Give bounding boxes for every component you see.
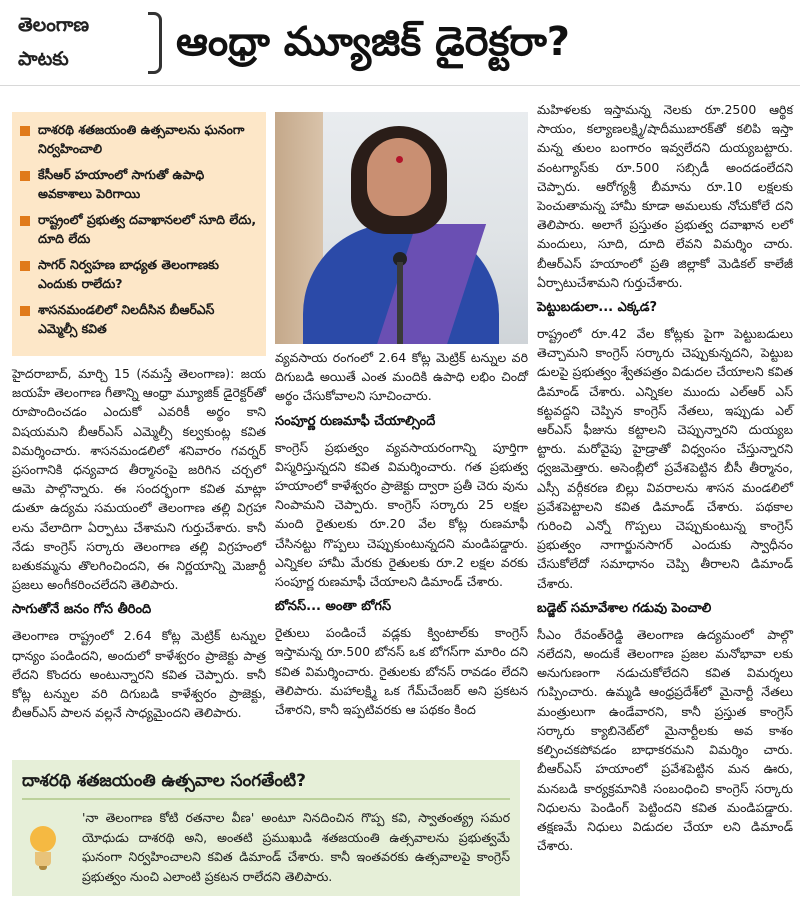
- highlight-text: శాసనమండలిలో నిలదీసిన బీఆర్ఎస్ ఎమ్మెల్సీ కవిత: [38, 302, 215, 336]
- kicker: తెలంగాణ పాటకు: [18, 14, 90, 70]
- sidebar-box: [12, 760, 520, 896]
- middle-paragraph-3: రైతులు పండించే వడ్లకు క్వింటాల్‌కు కాంగ్రెస్ ఇస్తామన్న రూ.500 బోనస్ ఒక బోగస్‌గా మారిం దని కవిత విమర్శించారు. రైతులకు బోనస్ రావడం లేదని తెలిపారు. మహాలక్ష్మి ఒక గేమ్‌చేంజర్ అని ప్రకటన చేశారని, కానీ ఇప్పటివరకు ఆ పథకం కింద: [275, 625, 528, 718]
- column-middle: [275, 112, 528, 719]
- middle-paragraph-1: వ్యవసాయ రంగంలో 2.64 కోట్ల మెట్రిక్ టన్నుల వరి దిగుబడి అయితే ఎంత మందికి ఉపాధి లభిం చిందో అర్థం చేసుకోవాలని సూచించారు.: [275, 350, 528, 404]
- middle-paragraph-2: కాంగ్రెస్ ప్రభుత్వం వ్యవసాయరంగాన్ని పూర్తిగా విస్మరిస్తున్నదని కవిత విమర్శించారు. గత ప్రభుత్వ హయాంలో కాళేశ్వరం ప్రాజెక్టు ద్వారా ప్రతీ చెరు వును నింపామని చెప్పారు. కాంగ్రెస్ సర్కారు 25 లక్షల మంది రైతులకు రూ.20 వేల కోట్ల రుణమాఫీ చేసినట్టు గొప్పలు చెప్పుకుంటున్నదని మండిపడ్డారు. ఎన్నికల హామీ మేరకు రైతులకు రూ.2 లక్షల వరకు సంపూర్ణ రుణమాఫీ చేయాలని డిమాండ్ చేశారు.: [275, 439, 528, 590]
- highlight-text: సాగర్ నిర్వహణ బాధ్యత తెలంగాణకు ఎందుకు రాలేదు?: [38, 257, 219, 291]
- left-paragraph-1: హైదరాబాద్, మార్చి 15 (నమస్తే తెలంగాణ): జయ జయహే తెలంగాణ గీతాన్ని ఆంధ్రా మ్యూజిక్ డైరెక్టర్‌తో రూపొందించడం ఎందుకో ఎవరికీ అర్థం కాని విషయమని బీఆర్ఎస్ ఎమ్మెల్సీ కల్వకుంట్ల కవిత విమర్శించారు. శాసనమండలిలో శనివారం గవర్నర్ ప్రసంగానికి ధన్యవాద తీర్మానంపై జరిగిన చర్చలో ఆమె పాల్గొన్నారు. ఈ సందర్భంగా కవిత మాట్లా డుతూ ఉద్యమ సమయంలో తెలంగాణ తల్లి విగ్రహా లను వేలాదిగా ఏర్పాటు చేశామని గుర్తుచేశారు. కానీ నేడు కాంగ్రెస్ సర్కారు తెలంగాణ తల్లి విగ్రహంలో బతుకమ్మను తొలగించిందని, ఈ నిర్ణయాన్ని మెజార్టీ ప్రజలు అంగీకరించలేదని తెలిపారు.: [12, 366, 266, 593]
- highlight-item: [20, 300, 258, 338]
- left-paragraph-2: తెలంగాణ రాష్ట్రంలో 2.64 కోట్ల మెట్రిక్ టన్నుల ధాన్యం పండిందని, అందులో కాళేశ్వరం ప్రాజెక్టు పాత్ర లేదని కొందరు అంటున్నారని కవిత చెప్పారు. కానీ కోట్ల టన్నుల వరి దిగుబడి కాళేశ్వరం ప్రాజెక్టు, బీఆర్ఎస్ పాలన వల్లనే సాధ్యమైందని తెలిపారు.: [12, 628, 266, 721]
- highlight-text: రాష్ట్రంలో ప్రభుత్వ దవాఖానలలో సూది లేదు, దూది లేదు: [38, 212, 257, 246]
- kicker-bracket: [148, 12, 162, 74]
- highlight-text: దాశరథి శతజయంతి ఉత్సవాలను ఘనంగా నిర్వహించాలి: [38, 122, 245, 156]
- square-bullet-icon: [20, 126, 30, 136]
- face-shape: [367, 138, 431, 216]
- square-bullet-icon: [20, 171, 30, 181]
- highlight-item: [20, 210, 258, 248]
- left-subhead: సాగుతోనే జనం గోస తీరింది: [12, 602, 152, 618]
- sidebar-divider: [22, 798, 510, 800]
- headline: ఆంధ్రా మ్యూజిక్ డైరెక్టరా?: [176, 19, 571, 65]
- right-paragraph-3: సీఎం రేవంత్‌రెడ్డి తెలంగాణ ఉద్యమంలో పాల్గొ నలేదని, అందుకే తెలంగాణ ప్రజల మనోభావా లకు అనుగుణంగా నడుచుకోలేదని కవిత విమర్శలు గుప్పించారు. ఉమ్మడి ఆంధ్రప్రదేశ్‌లో మైనార్టీ నేతలు మంత్రులుగా ఉండేవారని, కానీ ప్రస్తుత కాంగ్రెస్ సర్కారు క్యాబినెట్‌లో మైనార్టీలకు అవ కాశం కల్పించకపోవడం బాధాకరమని విమర్శిం చారు. బీఆర్ఎస్ హయాంలో ప్రవేశపెట్టిన మన ఊరు, మనబడి కార్యక్రమానికి సంబంధించి కాంగ్రెస్ సర్కారు నిధులను పెండింగ్ పెట్టిందని కవిత మండిపడ్డారు. తక్షణమే నిధులు విడుదల చేయా లని డిమాండ్ చేశారు.: [537, 626, 793, 854]
- column-right: [537, 100, 793, 855]
- speaker-photo: [275, 112, 528, 344]
- highlights-box: [12, 112, 266, 356]
- bindi-shape: [396, 156, 403, 163]
- square-bullet-icon: [20, 216, 30, 226]
- lightbulb-icon: [26, 826, 60, 878]
- right-subhead-1: పెట్టుబడులా... ఎక్కడ?: [537, 300, 658, 316]
- article-header: [0, 0, 800, 86]
- sidebar-title: దాశరథి శతజయంతి ఉత్సవాల సంగతేంటి?: [22, 771, 306, 791]
- right-subhead-2: బడ్జెట్ సమావేశాల గడువు పెంచాలి: [537, 600, 712, 616]
- highlight-item: [20, 255, 258, 293]
- sidebar-text: 'నా తెలంగాణ కోటి రతనాల వీణ' అంటూ నినదించిన గొప్ప కవి, స్వాతంత్య్ర సమర యోధుడు దాశరథి అని, అంతటి ప్రముఖుడి శతజయంతి ఉత్సవాలను ప్రభుత్వమే ఘనంగా నిర్వహించాలని కవిత డిమాండ్ చేశారు. కానీ ఇంతవరకు ఉత్సవాలపై కాంగ్రెస్ ప్రభుత్వం నుంచి ఎలాంటి ప్రకటన రాలేదని తెలిపారు.: [82, 810, 510, 884]
- middle-subhead-1: సంపూర్ణ రుణమాఫీ చేయాల్సిందే: [275, 413, 436, 429]
- column-left: [12, 112, 266, 722]
- highlight-text: కేసీఆర్ హయాంలో సాగుతో ఉపాధి అవకాశాలు పెరిగాయి: [38, 167, 205, 201]
- square-bullet-icon: [20, 306, 30, 316]
- square-bullet-icon: [20, 261, 30, 271]
- highlight-item: [20, 165, 258, 203]
- highlight-item: [20, 120, 258, 158]
- microphone-stand: [397, 262, 403, 344]
- right-paragraph-2: రాష్ట్రంలో రూ.42 వేల కోట్లకు పైగా పెట్టుబడులు తెచ్చామని కాంగ్రెస్ సర్కారు చెప్పుకున్నదని, పెట్టుబ డులపై ప్రభుత్వం శ్వేతపత్రం విడుదల చేయాలని కవిత డిమాండ్ చేశారు. ఎన్నికల ముందు ఎల్ఆర్ ఎస్ కట్టవద్దని చెప్పిన కాంగ్రెస్ నేతలు, ఇప్పుడు ఎల్ ఆర్ఎస్ ఫీజును కట్టాలని చెప్పున్నారని దుయ్యబ ట్టారు. మరోవైపు హైడ్రాతో విధ్వంసం చేస్తున్నారని ధ్వజమెత్తారు. అసెంబ్లీలో ప్రవేశపెట్టిన బీసీ తీర్మానం, ఎస్సీ వర్గీకరణ బిల్లు వివరాలను శాసన మండలిలో ప్రవేశపెట్టాలని కవిత డిమాండ్ చేశారు. పథకాల గురించి ఎన్నో గొప్పలు చెప్పుకుంటున్న కాంగ్రెస్ ప్రభుత్వం నాగార్జునసాగర్ ఎందుకు స్వాధీనం చేసుకోలేదో సమాధానం చెప్పి తీరాలని డిమాండ్ చేశారు.: [537, 326, 793, 591]
- middle-subhead-2: బోనస్... అంతా బోగస్: [275, 599, 392, 615]
- right-paragraph-1: మహిళలకు ఇస్తామన్న నెలకు రూ.2500 ఆర్థిక సాయం, కల్యాణలక్ష్మి/షాదీముబారక్‌తో కలిపి ఇస్తా మన్న తులం బంగారం ఇవ్వలేదని దుయ్యబట్టారు. వంటగ్యాస్‌కు రూ.500 సబ్సిడీ అందడంలేదని చెప్పారు. ఆరోగ్యశ్రీ బీమాను రూ.10 లక్షలకు పెంచుతామన్న హామీ కూడా అమలుకు నోచుకోలే దని తెలిపారు. అలాగే ప్రస్తుతం ప్రభుత్వ దవాఖాన లలో మందులు, సూది, దూది లేవని విమర్శిం చారు. బీఆర్ఎస్ హయాంలో ప్రతి జిల్లాకో మెడికల్ కాలేజీ ఏర్పాటుచేశామని గుర్తుచేశారు.: [537, 102, 793, 290]
